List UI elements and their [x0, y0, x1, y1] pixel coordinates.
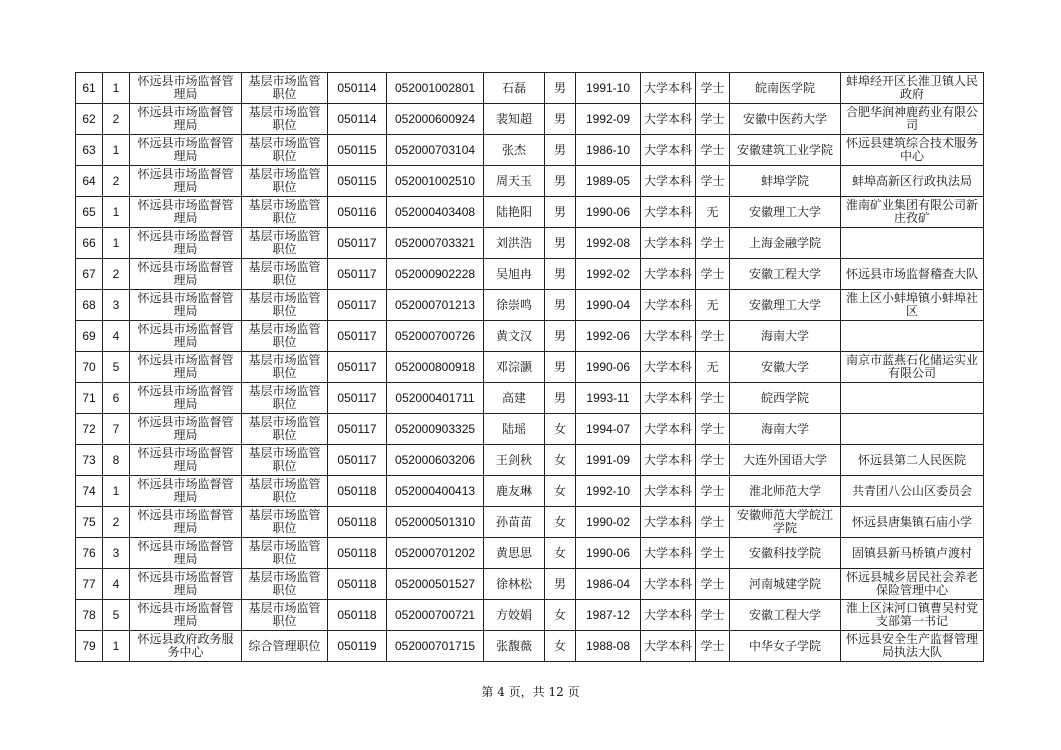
- education-cell: 大学本科: [641, 290, 696, 321]
- birth-month-cell: 1992-02: [576, 259, 641, 290]
- school-cell: 安徽科技学院: [730, 538, 841, 569]
- exam-id-cell: 052000700726: [387, 321, 484, 352]
- birth-month-cell: 1993-11: [576, 383, 641, 414]
- education-cell: 大学本科: [641, 73, 696, 104]
- education-cell: 大学本科: [641, 476, 696, 507]
- job-code-cell: 050118: [328, 507, 387, 538]
- employer-cell: 怀远县市场监督管理局: [130, 228, 242, 259]
- education-cell: 大学本科: [641, 259, 696, 290]
- gender-cell: 男: [545, 352, 576, 383]
- position-seq-cell: 1: [103, 73, 130, 104]
- job-code-cell: 050117: [328, 383, 387, 414]
- employer-cell: 怀远县市场监督管理局: [130, 104, 242, 135]
- work-unit-cell: 南京市蓝燕石化储运实业有限公司: [841, 352, 984, 383]
- job-code-cell: 050119: [328, 631, 387, 662]
- row-number-cell: 74: [76, 476, 103, 507]
- degree-cell: 学士: [696, 166, 730, 197]
- position-seq-cell: 4: [103, 321, 130, 352]
- degree-cell: 学士: [696, 445, 730, 476]
- employer-cell: 怀远县市场监督管理局: [130, 476, 242, 507]
- position-seq-cell: 1: [103, 631, 130, 662]
- position-seq-cell: 5: [103, 352, 130, 383]
- position-seq-cell: 1: [103, 476, 130, 507]
- education-cell: 大学本科: [641, 166, 696, 197]
- exam-id-cell: 052000403408: [387, 197, 484, 228]
- table-row: [76, 259, 984, 290]
- row-number-cell: 67: [76, 259, 103, 290]
- position-seq-cell: 6: [103, 383, 130, 414]
- employer-cell: 怀远县政府政务服务中心: [130, 631, 242, 662]
- birth-month-cell: 1990-02: [576, 507, 641, 538]
- job-code-cell: 050117: [328, 414, 387, 445]
- school-cell: 海南大学: [730, 321, 841, 352]
- birth-month-cell: 1986-10: [576, 135, 641, 166]
- school-cell: 河南城建学院: [730, 569, 841, 600]
- education-cell: 大学本科: [641, 600, 696, 631]
- candidate-name-cell: 高建: [484, 383, 545, 414]
- birth-month-cell: 1990-04: [576, 290, 641, 321]
- employer-cell: 怀远县市场监督管理局: [130, 73, 242, 104]
- exam-id-cell: 052000701202: [387, 538, 484, 569]
- birth-month-cell: 1986-04: [576, 569, 641, 600]
- position-seq-cell: 1: [103, 228, 130, 259]
- row-number-cell: 71: [76, 383, 103, 414]
- employer-cell: 怀远县市场监督管理局: [130, 259, 242, 290]
- birth-month-cell: 1987-12: [576, 600, 641, 631]
- birth-month-cell: 1991-10: [576, 73, 641, 104]
- candidate-name-cell: 王剑秋: [484, 445, 545, 476]
- candidate-name-cell: 张杰: [484, 135, 545, 166]
- candidate-name-cell: 陆瑶: [484, 414, 545, 445]
- candidate-name-cell: 刘洪浩: [484, 228, 545, 259]
- school-cell: 安徽工程大学: [730, 600, 841, 631]
- table-row: [76, 383, 984, 414]
- job-code-cell: 050114: [328, 104, 387, 135]
- table-row: [76, 414, 984, 445]
- gender-cell: 女: [545, 445, 576, 476]
- job-code-cell: 050115: [328, 135, 387, 166]
- education-cell: 大学本科: [641, 135, 696, 166]
- birth-month-cell: 1988-08: [576, 631, 641, 662]
- degree-cell: 学士: [696, 104, 730, 135]
- row-number-cell: 70: [76, 352, 103, 383]
- work-unit-cell: 怀远县城乡居民社会养老保险管理中心: [841, 569, 984, 600]
- candidate-name-cell: 裴知超: [484, 104, 545, 135]
- job-code-cell: 050118: [328, 569, 387, 600]
- degree-cell: 无: [696, 197, 730, 228]
- birth-month-cell: 1994-07: [576, 414, 641, 445]
- candidate-name-cell: 黄思思: [484, 538, 545, 569]
- job-title-cell: 基层市场监管职位: [242, 228, 328, 259]
- exam-id-cell: 052000701213: [387, 290, 484, 321]
- job-code-cell: 050117: [328, 321, 387, 352]
- table-row: [76, 631, 984, 662]
- exam-id-cell: 052001002510: [387, 166, 484, 197]
- exam-id-cell: 052000800918: [387, 352, 484, 383]
- table-row: [76, 352, 984, 383]
- row-number-cell: 61: [76, 73, 103, 104]
- employer-cell: 怀远县市场监督管理局: [130, 383, 242, 414]
- job-title-cell: 基层市场监管职位: [242, 414, 328, 445]
- job-code-cell: 050118: [328, 600, 387, 631]
- row-number-cell: 76: [76, 538, 103, 569]
- table-row: [76, 290, 984, 321]
- work-unit-cell: [841, 228, 984, 259]
- degree-cell: 学士: [696, 135, 730, 166]
- school-cell: 安徽工程大学: [730, 259, 841, 290]
- row-number-cell: 77: [76, 569, 103, 600]
- position-seq-cell: 2: [103, 104, 130, 135]
- work-unit-cell: 怀远县安全生产监督管理局执法大队: [841, 631, 984, 662]
- job-code-cell: 050118: [328, 476, 387, 507]
- job-code-cell: 050117: [328, 259, 387, 290]
- job-title-cell: 基层市场监管职位: [242, 166, 328, 197]
- gender-cell: 男: [545, 197, 576, 228]
- exam-id-cell: 052000401711: [387, 383, 484, 414]
- exam-id-cell: 052000903325: [387, 414, 484, 445]
- exam-id-cell: 052000902228: [387, 259, 484, 290]
- row-number-cell: 72: [76, 414, 103, 445]
- position-seq-cell: 3: [103, 538, 130, 569]
- exam-id-cell: 052000501527: [387, 569, 484, 600]
- row-number-cell: 79: [76, 631, 103, 662]
- school-cell: 安徽建筑工业学院: [730, 135, 841, 166]
- degree-cell: 学士: [696, 321, 730, 352]
- job-code-cell: 050117: [328, 290, 387, 321]
- gender-cell: 女: [545, 476, 576, 507]
- job-code-cell: 050117: [328, 228, 387, 259]
- table-row: [76, 104, 984, 135]
- position-seq-cell: 4: [103, 569, 130, 600]
- work-unit-cell: [841, 321, 984, 352]
- row-number-cell: 66: [76, 228, 103, 259]
- job-title-cell: 基层市场监管职位: [242, 507, 328, 538]
- gender-cell: 女: [545, 538, 576, 569]
- education-cell: 大学本科: [641, 538, 696, 569]
- school-cell: 淮北师范大学: [730, 476, 841, 507]
- employer-cell: 怀远县市场监督管理局: [130, 290, 242, 321]
- work-unit-cell: 怀远县市场监督稽查大队: [841, 259, 984, 290]
- employer-cell: 怀远县市场监督管理局: [130, 166, 242, 197]
- candidate-name-cell: 吴旭冉: [484, 259, 545, 290]
- candidate-name-cell: 徐林松: [484, 569, 545, 600]
- exam-id-cell: 052000700721: [387, 600, 484, 631]
- table-row: [76, 538, 984, 569]
- job-title-cell: 基层市场监管职位: [242, 135, 328, 166]
- table-row: [76, 507, 984, 538]
- job-title-cell: 基层市场监管职位: [242, 538, 328, 569]
- school-cell: 中华女子学院: [730, 631, 841, 662]
- school-cell: 上海金融学院: [730, 228, 841, 259]
- work-unit-cell: [841, 383, 984, 414]
- job-code-cell: 050117: [328, 352, 387, 383]
- job-code-cell: 050115: [328, 166, 387, 197]
- candidate-name-cell: 陆艳阳: [484, 197, 545, 228]
- exam-id-cell: 052000600924: [387, 104, 484, 135]
- education-cell: 大学本科: [641, 631, 696, 662]
- job-title-cell: 基层市场监管职位: [242, 321, 328, 352]
- row-number-cell: 75: [76, 507, 103, 538]
- gender-cell: 男: [545, 569, 576, 600]
- birth-month-cell: 1991-09: [576, 445, 641, 476]
- education-cell: 大学本科: [641, 414, 696, 445]
- job-code-cell: 050116: [328, 197, 387, 228]
- education-cell: 大学本科: [641, 507, 696, 538]
- employer-cell: 怀远县市场监督管理局: [130, 507, 242, 538]
- position-seq-cell: 5: [103, 600, 130, 631]
- candidate-name-cell: 周天玉: [484, 166, 545, 197]
- page-footer: 第 4 页，共 12 页: [481, 685, 580, 699]
- row-number-cell: 63: [76, 135, 103, 166]
- education-cell: 大学本科: [641, 104, 696, 135]
- candidate-name-cell: 鹿友琳: [484, 476, 545, 507]
- gender-cell: 男: [545, 104, 576, 135]
- job-title-cell: 综合管理职位: [242, 631, 328, 662]
- school-cell: 安徽中医药大学: [730, 104, 841, 135]
- candidate-name-cell: 邓淙灏: [484, 352, 545, 383]
- work-unit-cell: 蚌埠高新区行政执法局: [841, 166, 984, 197]
- gender-cell: 男: [545, 73, 576, 104]
- position-seq-cell: 1: [103, 197, 130, 228]
- employer-cell: 怀远县市场监督管理局: [130, 135, 242, 166]
- position-seq-cell: 7: [103, 414, 130, 445]
- table-row: [76, 445, 984, 476]
- school-cell: 安徽理工大学: [730, 290, 841, 321]
- row-number-cell: 68: [76, 290, 103, 321]
- gender-cell: 女: [545, 600, 576, 631]
- table-row: [76, 197, 984, 228]
- gender-cell: 男: [545, 228, 576, 259]
- degree-cell: 学士: [696, 631, 730, 662]
- education-cell: 大学本科: [641, 228, 696, 259]
- job-title-cell: 基层市场监管职位: [242, 569, 328, 600]
- school-cell: 皖西学院: [730, 383, 841, 414]
- table-row: [76, 600, 984, 631]
- work-unit-cell: 固镇县新马桥镇卢渡村: [841, 538, 984, 569]
- row-number-cell: 64: [76, 166, 103, 197]
- job-code-cell: 050114: [328, 73, 387, 104]
- education-cell: 大学本科: [641, 321, 696, 352]
- candidate-name-cell: 石磊: [484, 73, 545, 104]
- employer-cell: 怀远县市场监督管理局: [130, 197, 242, 228]
- position-seq-cell: 8: [103, 445, 130, 476]
- exam-id-cell: 052000703104: [387, 135, 484, 166]
- employer-cell: 怀远县市场监督管理局: [130, 569, 242, 600]
- job-title-cell: 基层市场监管职位: [242, 352, 328, 383]
- gender-cell: 男: [545, 383, 576, 414]
- birth-month-cell: 1990-06: [576, 538, 641, 569]
- school-cell: 安徽大学: [730, 352, 841, 383]
- gender-cell: 女: [545, 631, 576, 662]
- degree-cell: 学士: [696, 507, 730, 538]
- row-number-cell: 69: [76, 321, 103, 352]
- table-body: [76, 73, 984, 662]
- table-row: [76, 569, 984, 600]
- job-title-cell: 基层市场监管职位: [242, 259, 328, 290]
- degree-cell: 学士: [696, 569, 730, 600]
- table-row: [76, 73, 984, 104]
- candidate-name-cell: 徐崇鸣: [484, 290, 545, 321]
- birth-month-cell: 1990-06: [576, 197, 641, 228]
- degree-cell: 学士: [696, 383, 730, 414]
- job-title-cell: 基层市场监管职位: [242, 600, 328, 631]
- degree-cell: 学士: [696, 600, 730, 631]
- work-unit-cell: 淮南矿业集团有限公司新庄孜矿: [841, 197, 984, 228]
- employer-cell: 怀远县市场监督管理局: [130, 445, 242, 476]
- school-cell: 安徽师范大学皖江学院: [730, 507, 841, 538]
- employer-cell: 怀远县市场监督管理局: [130, 414, 242, 445]
- work-unit-cell: [841, 414, 984, 445]
- job-title-cell: 基层市场监管职位: [242, 290, 328, 321]
- degree-cell: 学士: [696, 476, 730, 507]
- table-row: [76, 166, 984, 197]
- job-title-cell: 基层市场监管职位: [242, 197, 328, 228]
- degree-cell: 学士: [696, 538, 730, 569]
- education-cell: 大学本科: [641, 569, 696, 600]
- work-unit-cell: 怀远县建筑综合技术服务中心: [841, 135, 984, 166]
- candidate-name-cell: 黄文汉: [484, 321, 545, 352]
- work-unit-cell: 蚌埠经开区长淮卫镇人民政府: [841, 73, 984, 104]
- exam-id-cell: 052001002801: [387, 73, 484, 104]
- work-unit-cell: 共青团八公山区委员会: [841, 476, 984, 507]
- gender-cell: 男: [545, 135, 576, 166]
- degree-cell: 学士: [696, 414, 730, 445]
- education-cell: 大学本科: [641, 383, 696, 414]
- degree-cell: 无: [696, 290, 730, 321]
- exam-id-cell: 052000400413: [387, 476, 484, 507]
- position-seq-cell: 2: [103, 259, 130, 290]
- degree-cell: 学士: [696, 228, 730, 259]
- education-cell: 大学本科: [641, 445, 696, 476]
- birth-month-cell: 1992-10: [576, 476, 641, 507]
- job-code-cell: 050117: [328, 445, 387, 476]
- row-number-cell: 78: [76, 600, 103, 631]
- row-number-cell: 65: [76, 197, 103, 228]
- document-table-wrapper: [75, 72, 984, 662]
- birth-month-cell: 1992-09: [576, 104, 641, 135]
- school-cell: 安徽理工大学: [730, 197, 841, 228]
- school-cell: 皖南医学院: [730, 73, 841, 104]
- job-code-cell: 050118: [328, 538, 387, 569]
- employer-cell: 怀远县市场监督管理局: [130, 600, 242, 631]
- gender-cell: 男: [545, 290, 576, 321]
- work-unit-cell: 怀远县第二人民医院: [841, 445, 984, 476]
- table-row: [76, 135, 984, 166]
- gender-cell: 女: [545, 414, 576, 445]
- birth-month-cell: 1992-08: [576, 228, 641, 259]
- school-cell: 海南大学: [730, 414, 841, 445]
- job-title-cell: 基层市场监管职位: [242, 383, 328, 414]
- gender-cell: 男: [545, 321, 576, 352]
- employer-cell: 怀远县市场监督管理局: [130, 538, 242, 569]
- exam-id-cell: 052000603206: [387, 445, 484, 476]
- job-title-cell: 基层市场监管职位: [242, 104, 328, 135]
- job-title-cell: 基层市场监管职位: [242, 445, 328, 476]
- job-title-cell: 基层市场监管职位: [242, 73, 328, 104]
- exam-id-cell: 052000701715: [387, 631, 484, 662]
- work-unit-cell: 怀远县唐集镇石庙小学: [841, 507, 984, 538]
- position-seq-cell: 2: [103, 166, 130, 197]
- gender-cell: 男: [545, 259, 576, 290]
- position-seq-cell: 2: [103, 507, 130, 538]
- work-unit-cell: 淮上区小蚌埠镇小蚌埠社区: [841, 290, 984, 321]
- employer-cell: 怀远县市场监督管理局: [130, 352, 242, 383]
- school-cell: 蚌埠学院: [730, 166, 841, 197]
- exam-id-cell: 052000703321: [387, 228, 484, 259]
- employer-cell: 怀远县市场监督管理局: [130, 321, 242, 352]
- position-seq-cell: 1: [103, 135, 130, 166]
- gender-cell: 女: [545, 507, 576, 538]
- row-number-cell: 73: [76, 445, 103, 476]
- table-row: [76, 228, 984, 259]
- row-number-cell: 62: [76, 104, 103, 135]
- school-cell: 大连外国语大学: [730, 445, 841, 476]
- candidate-name-cell: 孙苗苗: [484, 507, 545, 538]
- birth-month-cell: 1990-06: [576, 352, 641, 383]
- table-row: [76, 321, 984, 352]
- table-row: [76, 476, 984, 507]
- degree-cell: 学士: [696, 73, 730, 104]
- candidate-table: [75, 72, 984, 662]
- work-unit-cell: 合肥华润神鹿药业有限公司: [841, 104, 984, 135]
- education-cell: 大学本科: [641, 352, 696, 383]
- birth-month-cell: 1992-06: [576, 321, 641, 352]
- gender-cell: 男: [545, 166, 576, 197]
- birth-month-cell: 1989-05: [576, 166, 641, 197]
- job-title-cell: 基层市场监管职位: [242, 476, 328, 507]
- degree-cell: 学士: [696, 259, 730, 290]
- position-seq-cell: 3: [103, 290, 130, 321]
- candidate-name-cell: 张馥薇: [484, 631, 545, 662]
- work-unit-cell: 淮上区沫河口镇曹吴村党支部第一书记: [841, 600, 984, 631]
- candidate-name-cell: 方姣娟: [484, 600, 545, 631]
- education-cell: 大学本科: [641, 197, 696, 228]
- degree-cell: 无: [696, 352, 730, 383]
- exam-id-cell: 052000501310: [387, 507, 484, 538]
